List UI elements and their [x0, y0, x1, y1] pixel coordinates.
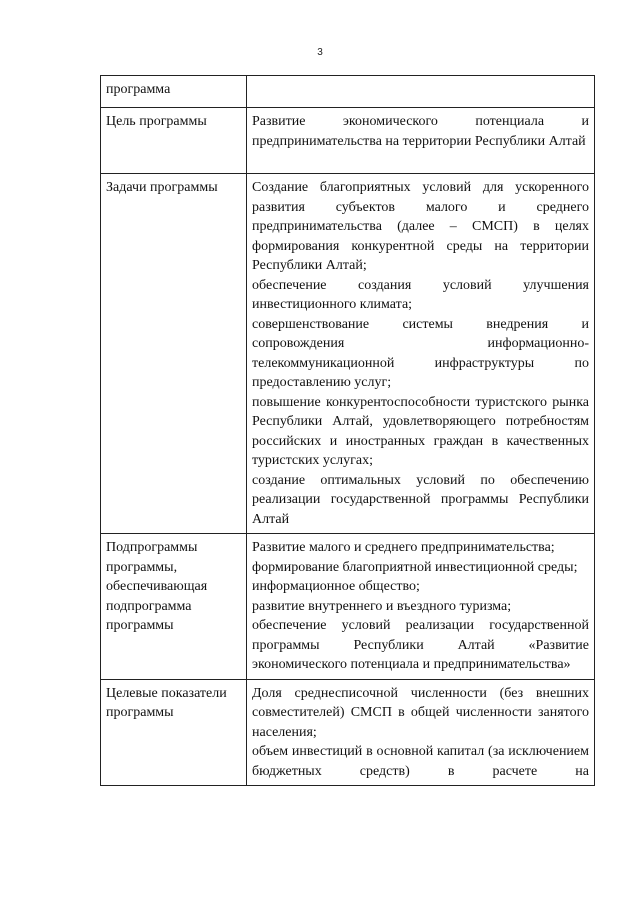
- page-number: 3: [317, 47, 323, 58]
- row-label-tasks: Задачи программы: [101, 174, 247, 534]
- row-label-program: программа: [101, 76, 247, 108]
- subprogram-item: формирование благоприятной инвестиционной среды;: [252, 559, 578, 575]
- task-item: совершенствование системы внедрения и сопровождения информационно-телекоммуникационной инфраструктуры по предоставлению услуг;: [252, 316, 589, 390]
- row-content-tasks: [247, 174, 595, 534]
- subprogram-item: Развитие малого и среднего предпринимательства;: [252, 540, 555, 555]
- indicator-item: Доля среднесписочной численности (без внешних совместителей) СМСП в общей численности занятого населения;: [252, 685, 589, 740]
- subprogram-item: развитие внутреннего и въездного туризма;: [252, 598, 512, 614]
- goal-text: Развитие экономического потенциала и предпринимательства на территории Республики Алтай: [252, 114, 589, 149]
- row-content-subprograms: [247, 534, 595, 680]
- indicator-item: объем инвестиций в основной капитал (за исключением бюджетных средств) в расчете на: [252, 744, 589, 779]
- subprogram-item: обеспечение условий реализации государственной программы Республики Алтай «Развитие экономического потенциала и предпринимательства»: [252, 618, 589, 672]
- task-item: Создание благоприятных условий для ускоренного развития субъектов малого и среднего предпринимательства (далее – СМСП) в целях формирования конкурентной среды на территории Республики Алтай;: [252, 180, 589, 273]
- row-label-goal: Цель программы: [101, 108, 247, 174]
- table-row-tasks: [101, 174, 595, 534]
- row-label-indicators: Целевые показатели программы: [101, 679, 247, 786]
- table-row-indicators: [101, 679, 595, 786]
- task-item: создание оптимальных условий по обеспечению реализации государственной программы Республики Алтай: [252, 472, 589, 527]
- table-row-goal: [101, 108, 595, 174]
- task-item: повышение конкурентоспособности туристского рынка Республики Алтай, удовлетворяющего потребностям российских и иностранных граждан в качественных туристских услугах;: [252, 394, 589, 468]
- subprogram-item: информационное общество;: [252, 579, 420, 594]
- row-content-indicators: [247, 679, 595, 786]
- row-label-subprograms: Подпрограммы программы, обеспечивающая подпрограмма программы: [101, 534, 247, 680]
- table-row-program: [101, 76, 595, 108]
- table-row-subprograms: [101, 534, 595, 680]
- row-content-goal: [247, 108, 595, 174]
- task-item: обеспечение создания условий улучшения инвестиционного климата;: [252, 277, 589, 312]
- row-content-program: [247, 76, 595, 108]
- program-passport-table: [100, 75, 595, 786]
